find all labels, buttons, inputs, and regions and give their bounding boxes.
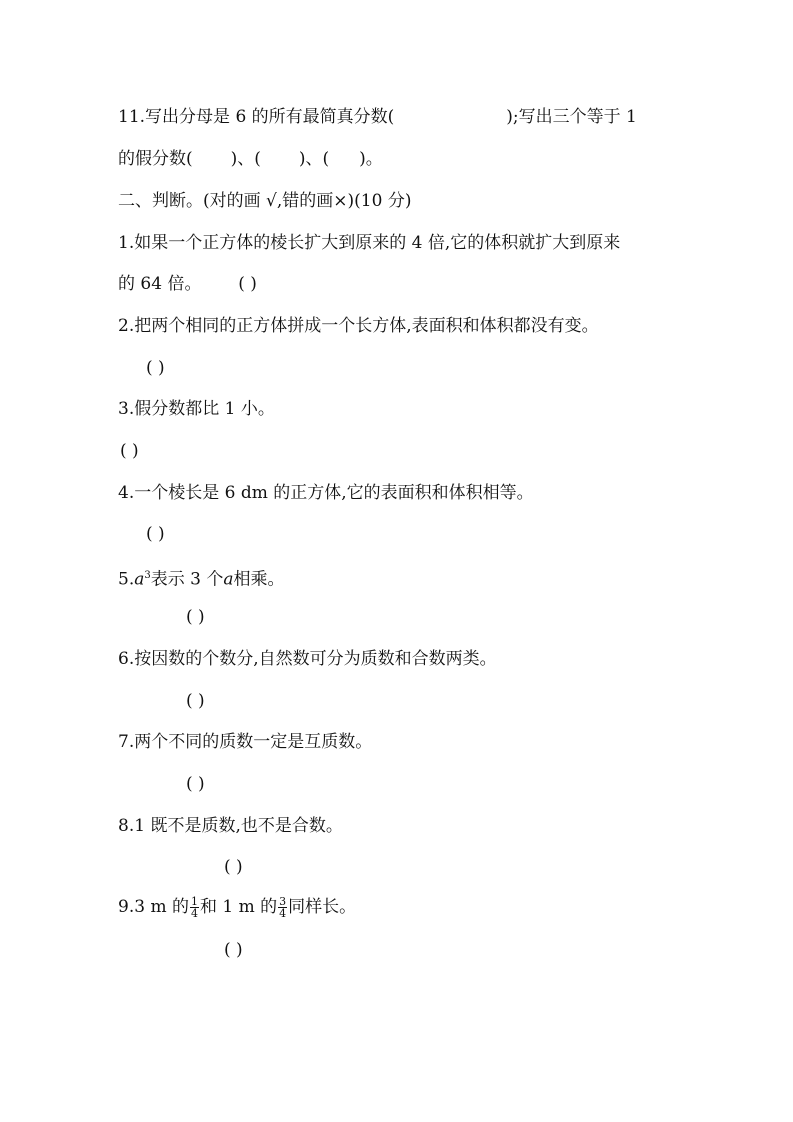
q11-text-a: 11.写出分母是 6 的所有最简真分数( [118, 107, 395, 127]
judge-q8-text: 8.1 既不是质数,也不是合数。 [118, 816, 343, 836]
judge-q3-answer-blank[interactable]: ( ) [120, 441, 139, 461]
q11-text-b: );写出三个等于 1 [506, 107, 637, 127]
q11-sep-2: )、( [298, 149, 330, 169]
judge-q5-mid: 表示 3 个 [150, 569, 224, 590]
q11-sep-1: )、( [230, 149, 261, 169]
judge-q5-text [118, 565, 285, 591]
q11-line1 [118, 106, 637, 128]
judge-q7-answer-blank[interactable]: ( ) [186, 774, 205, 794]
judge-q5-exponent: 3 [144, 570, 151, 581]
fraction-denominator: 4 [190, 907, 198, 920]
judge-q9-text-c: 同样长。 [288, 897, 357, 917]
fraction-denominator: 4 [279, 907, 287, 920]
judge-q5-end: 相乘。 [233, 569, 285, 590]
judge-q4-text: 4.一个棱长是 6 dm 的正方体,它的表面积和体积相等。 [118, 483, 534, 503]
q11-line2 [118, 148, 383, 170]
judge-q9-text-a: 9.3 m 的 [118, 897, 189, 917]
fraction-numerator: 1 [190, 895, 198, 908]
judge-q7-text: 7.两个不同的质数一定是互质数。 [118, 732, 373, 752]
fraction-numerator: 3 [279, 895, 287, 908]
judge-q6-answer-blank[interactable]: ( ) [186, 691, 205, 711]
judge-q8-answer-blank[interactable]: ( ) [224, 857, 243, 877]
judge-q4-answer-blank[interactable]: ( ) [146, 524, 165, 544]
q11-text-c: 的假分数( [118, 149, 193, 169]
judge-q1-answer-blank[interactable]: ( ) [238, 274, 257, 294]
judge-q9-answer-blank[interactable]: ( ) [224, 940, 243, 960]
judge-q5-variable: a [134, 569, 145, 590]
judge-q3-text: 3.假分数都比 1 小。 [118, 399, 275, 419]
q11-end: )。 [359, 149, 383, 169]
judge-q1-text: 的 64 倍。 [118, 274, 202, 294]
judge-q1-line1: 1.如果一个正方体的棱长扩大到原来的 4 倍,它的体积就扩大到原来 [118, 233, 621, 253]
judge-q9-fraction-1 [190, 896, 199, 919]
judge-q5-answer-blank[interactable]: ( ) [186, 607, 205, 627]
judge-q2-text: 2.把两个相同的正方体拼成一个长方体,表面积和体积都没有变。 [118, 316, 599, 336]
judge-q5-prefix: 5. [118, 569, 135, 590]
judge-q9-text-b: 和 1 m 的 [199, 897, 278, 917]
section-2-heading: 二、判断。(对的画 √,错的画×)(10 分) [118, 191, 412, 211]
judge-q1-line2 [118, 273, 257, 295]
judge-q9-fraction-2 [278, 896, 287, 919]
judge-q5-variable-2: a [223, 569, 234, 590]
judge-q9-text [118, 896, 356, 919]
judge-q6-text: 6.按因数的个数分,自然数可分为质数和合数两类。 [118, 649, 497, 669]
judge-q2-answer-blank[interactable]: ( ) [146, 358, 165, 378]
